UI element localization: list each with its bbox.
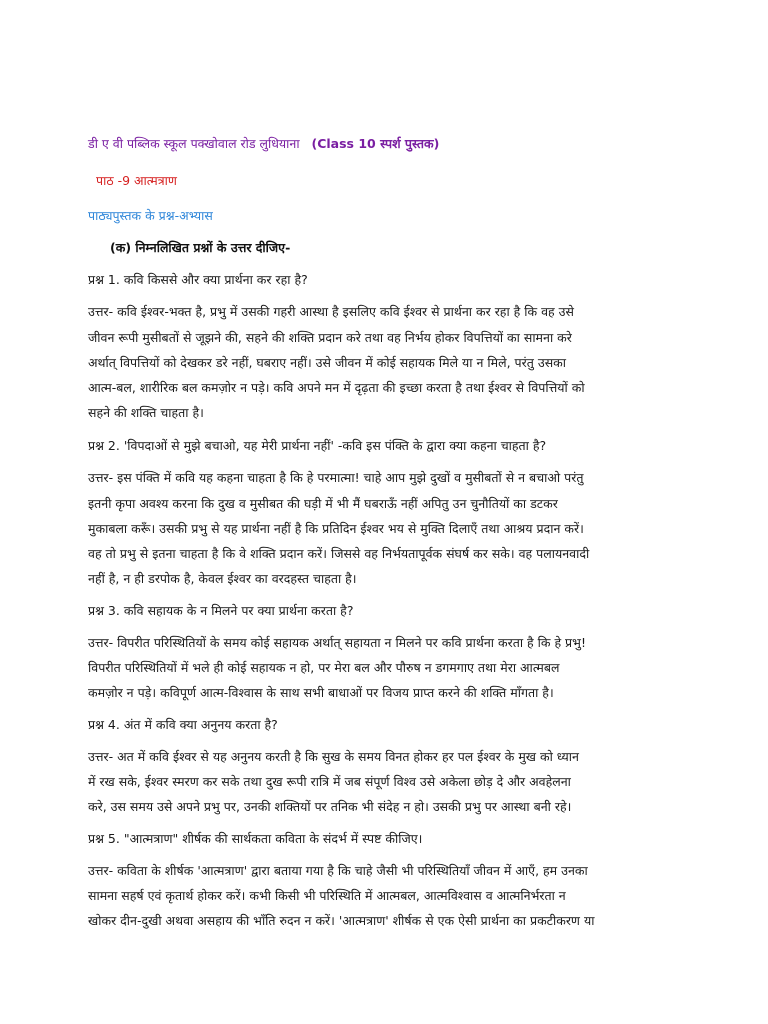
answer-line: सहने की शक्ति चाहता है। [88,405,204,420]
answer-line: जीवन रूपी मुसीबतों से जूझने की, सहने की शक्ति प्रदान करे तथा वह निर्भय होकर विपत्तियों का सामना करे [88,330,572,345]
school-header [88,136,439,151]
answer-line: सामना सहर्ष एवं कृतार्थ होकर करें। कभी किसी भी परिस्थिति में आत्मबल, आत्मविश्वास व आत्मनिर्भरता न [88,888,566,903]
section-heading: (क) निम्नलिखित प्रश्नों के उत्तर दीजिए- [110,240,291,255]
school-name: डी ए वी पब्लिक स्कूल पक्खोवाल रोड लुधियाना [88,136,300,151]
answer-line: खोकर दीन-दुखी अथवा असहाय की भाँति रुदन न करें। 'आत्मत्राण' शीर्षक से एक ऐसी प्रार्थना का प्रकटीकरण या [88,913,595,928]
answer-line: उत्तर- अत में कवि ईश्वर से यह अनुनय करती है कि सुख के समय विनत होकर हर पल ईश्वर के मुख को ध्यान [88,749,579,764]
answer-line: इतनी कृपा अवश्य करना कि दुख व मुसीबत की घड़ी में भी मैं घबराऊँ नहीं अपितु उन चुनौतियों का डटकर [88,496,558,511]
lesson-title: पाठ -9 आत्मत्राण [96,173,177,188]
question-5: प्रश्न 5. "आत्मत्राण" शीर्षक की सार्थकता कविता के संदर्भ में स्पष्ट कीजिए। [88,831,423,846]
answer-line: उत्तर- कविता के शीर्षक 'आत्मत्राण' द्वारा बताया गया है कि चाहे जैसी भी परिस्थितियाँ जीवन में आएँ, हम उनका [88,863,588,878]
answer-line: करे, उस समय उसे अपने प्रभु पर, उनकी शक्तियों पर तनिक भी संदेह न हो। उसकी प्रभु पर आस्था बनी रहे। [88,799,572,814]
answer-line: अर्थात् विपत्तियों को देखकर डरे नहीं, घबराए नहीं। उसे जीवन में कोई सहायक मिले या न मिले, परंतु उसका [88,355,566,370]
answer-line: कमज़ोर न पड़े। कविपूर्ण आत्म-विश्वास के साथ सभी बाधाओं पर विजय प्राप्त करने की शक्ति माँगता है। [88,685,554,700]
answer-line: आत्म-बल, शारीरिक बल कमज़ोर न पड़े। कवि अपने मन में दृढ़ता की इच्छा करता है तथा ईश्वर से विपत्तियों को [88,380,585,395]
question-3: प्रश्न 3. कवि सहायक के न मिलने पर क्या प्रार्थना करता है? [88,603,354,618]
class-label: (Class 10 स्पर्श पुस्तक) [311,136,440,151]
answer-line: मुकाबला करूँ। उसकी प्रभु से यह प्रार्थना नहीं है कि प्रतिदिन ईश्वर भय से मुक्ति दिलाएँ तथा आश्रय प्रदान करें। [88,521,584,536]
subheading: पाठ्यपुस्तक के प्रश्न-अभ्यास [88,208,213,223]
answer-line: नहीं है, न ही डरपोक है, केवल ईश्वर का वरदहस्त चाहता है। [88,571,357,586]
question-2: प्रश्न 2. 'विपदाओं से मुझे बचाओ, यह मेरी प्रार्थना नहीं' -कवि इस पंक्ति के द्वारा क्या कहना चाहता है? [88,438,547,453]
answer-line: उत्तर- विपरीत परिस्थितियों के समय कोई सहायक अर्थात् सहायता न मिलने पर कवि प्रार्थना करता है कि हे प्रभु! [88,635,586,650]
answer-line: में रख सके, ईश्वर स्मरण कर सके तथा दुख रूपी रात्रि में जब संपूर्ण विश्व उसे अकेला छोड़ दे और अवहेलना [88,774,571,789]
answer-line: विपरीत परिस्थितियों में भले ही कोई सहायक न हो, पर मेरा बल और पौरुष न डगमगाए तथा मेरा आत्मबल [88,660,560,675]
answer-line: उत्तर- इस पंक्ति में कवि यह कहना चाहता है कि हे परमात्मा! चाहे आप मुझे दुखों व मुसीबतों से न बचाओ परंतु [88,470,584,485]
answer-line: वह तो प्रभु से इतना चाहता है कि वे शक्ति प्रदान करें। जिससे वह निर्भयतापूर्वक संघर्ष कर सके। वह पलायनवादी [88,546,590,561]
question-1: प्रश्न 1. कवि किससे और क्या प्रार्थना कर रहा है? [88,272,308,287]
answer-line: उत्तर- कवि ईश्वर-भक्त है, प्रभु में उसकी गहरी आस्था है इसलिए कवि ईश्वर से प्रार्थना कर रहा है कि वह उसे [88,304,574,319]
question-4: प्रश्न 4. अंत में कवि क्या अनुनय करता है? [88,717,278,732]
